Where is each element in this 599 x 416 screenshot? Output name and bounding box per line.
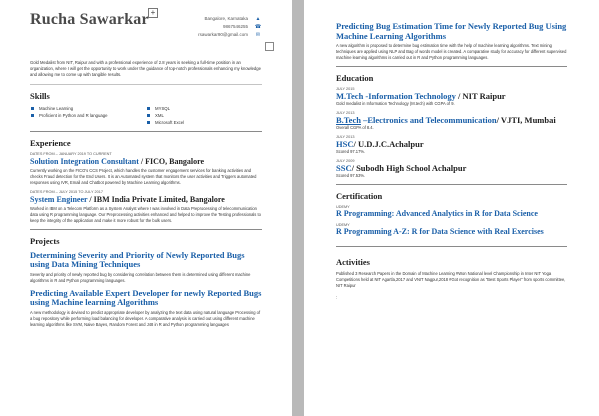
add-element-icon[interactable]: + xyxy=(148,8,158,18)
skill-item: MYSQL xyxy=(146,105,262,112)
skill-item: XML xyxy=(146,112,262,119)
education-date: JULY 2013 xyxy=(336,135,355,139)
skills-column-1 xyxy=(30,105,146,126)
divider xyxy=(30,229,262,230)
institution: / VJTI, Mumbai xyxy=(496,115,556,125)
institution: / Subodh High School Achalpur xyxy=(351,163,467,173)
contact-block xyxy=(198,15,262,39)
job-description: Worked in IBM on a Telecom Platform as a System Analyst where I was involved in Data Preprocessing of telecommunication data using R programming language. Our Preprocessing activities enhanced and helped to improve the Testing professionals to keep the integrity of the application and make it more robust for the bulk users. xyxy=(30,205,261,223)
job-org: / FICO, Bangalore xyxy=(138,156,205,166)
job-entry xyxy=(30,152,262,186)
checkbox-icon[interactable] xyxy=(265,42,274,51)
certification-provider: UDEMY xyxy=(336,222,350,227)
education-entry xyxy=(336,135,567,155)
email-icon: ✉ xyxy=(255,32,261,38)
job-role: Solution Integration Consultant xyxy=(30,156,139,166)
project-description: A new methodology is devised to predict appropriate developer by analyzing the text data using natural language Processing of a bug repository while performing load balancing for developer. A comparative analysis is carried out using different machine learning algorithms like SVM, Naive Bayes, Random Forest and J48 in R and Python programming languages xyxy=(30,309,261,327)
home-icon: ▲ xyxy=(255,16,261,22)
education-heading: Education xyxy=(336,73,374,83)
job-title xyxy=(30,195,262,204)
certification-title: R Programming: Advanced Analytics in R for Data Science xyxy=(336,209,538,218)
education-note: Scored 97.17%. xyxy=(336,149,366,154)
education-note: Scored 97.53%. xyxy=(336,173,366,178)
project-entry xyxy=(30,289,262,328)
education-entry xyxy=(336,159,567,179)
project-title: Determining Severity and Priority of Newly Reported Bugs using Data Mining Techniques xyxy=(30,249,245,270)
certification-heading: Certification xyxy=(336,191,383,201)
skill-item: Machine Learning xyxy=(30,105,146,112)
resume-page-1 xyxy=(0,0,292,416)
degree-field: –Electronics and Telecommunication xyxy=(360,115,497,125)
skill-item: Microsoft Excel xyxy=(146,119,262,126)
trailing-colon: : xyxy=(336,295,338,301)
phone-icon: ☎ xyxy=(254,24,262,30)
degree: B.Tech xyxy=(336,115,361,125)
phone-text: 9867546255 xyxy=(222,24,248,29)
contact-location xyxy=(198,15,262,23)
job-role: System Engineer xyxy=(30,194,88,204)
summary-text: Gold Medalist from NIT, Raipur and with a professional experience of 2.8 years is seeking a full-time position in an organization, where I will get the opportunity to work under the guidance of top-notch professionals enhancing my knowledge and allowing me to come up with tangible results. xyxy=(30,60,261,78)
job-dates: DATES FROM – JULY 2015 TO JULY 2017 xyxy=(30,189,103,194)
resume-page-2 xyxy=(304,0,599,416)
experience-heading: Experience xyxy=(30,137,71,148)
degree: HSC xyxy=(336,139,354,149)
candidate-name: Rucha Sawarkar xyxy=(30,11,149,28)
job-org: / IBM India Private Limited, Bangalore xyxy=(87,194,225,204)
education-date: JULY 2015 xyxy=(336,87,355,91)
activities-heading: Activities xyxy=(336,257,370,267)
contact-phone xyxy=(198,23,262,31)
project-entry xyxy=(336,22,567,61)
education-note: Gold medalist in Information Technology (M.tech) with CGPA of 9. xyxy=(336,101,455,106)
institution: / NIT Raipur xyxy=(455,91,506,101)
certification-entry xyxy=(336,223,567,237)
project-description: Severity and priority of newly reported bug by considering correlation between them is determined using different machine algorithms in R and Python programming languages. xyxy=(30,271,251,283)
job-entry xyxy=(30,190,262,224)
skills-heading: Skills xyxy=(30,90,50,101)
education-title xyxy=(336,139,567,149)
job-title xyxy=(30,157,262,166)
skills-list xyxy=(30,105,262,126)
education-title xyxy=(336,91,567,101)
divider xyxy=(30,131,262,132)
divider xyxy=(336,246,567,247)
contact-email xyxy=(198,31,262,39)
education-entry xyxy=(336,111,567,131)
education-date: JULY 2013 xyxy=(336,111,355,115)
certification-title: R Programming A-Z: R for Data Science with Real Exercises xyxy=(336,226,544,236)
activities-description: Published 3 Research Papers in the Domain of Machine Learning #Won National level Championship in Inter NIT Yoga Competitions held at NIT Agartla,2017 and VNIT Nagpur,2018 #Got recognition as "Best Sports Player" from sports committee, NIT Raipur xyxy=(336,271,566,288)
job-description: Currently working on the FICO's CCS Project, which handles the customer engagement services for banking activities and checks Fraud detection for the End Users. It is an Automated system that monitors the user activities and Triggers automated responses using IVR, Email and Chatbot powered by Machine Learning algorithms. xyxy=(30,167,257,185)
certification-provider: UDEMY xyxy=(336,205,350,209)
divider xyxy=(336,66,567,67)
skills-column-2 xyxy=(146,105,262,126)
skill-item: Proficient in Python and R language xyxy=(30,112,146,119)
project-title: Predicting Available Expert Developer for newly Reported Bugs using Machine learning Algorithms xyxy=(30,287,262,308)
divider xyxy=(336,184,567,185)
degree: SSC xyxy=(336,163,352,173)
education-note: Overall CGPA of 8.4. xyxy=(336,125,374,130)
education-entry xyxy=(336,87,567,107)
project-description: A new algorithm is proposed to determine bug estimation time with the help of machine learning algorithms. Text mining techniques are applied using NLP and Bag of words model is created. A comparative study for accuracy for different supervised machine learning algorithms is carried out in R and Python programming languages. xyxy=(336,43,567,60)
degree: M.Tech -Information Technology xyxy=(336,91,456,101)
institution: / U.D.J.C.Achalpur xyxy=(353,139,424,149)
projects-heading: Projects xyxy=(30,235,60,246)
resume-header xyxy=(30,8,262,52)
certification-entry xyxy=(336,205,567,219)
divider xyxy=(30,84,262,85)
project-title: Predicting Bug Estimation Time for Newly Reported Bug Using Machine Learning Algorithms xyxy=(336,21,567,41)
job-dates: DATES FROM – JANUARY 2019 TO CURRENT xyxy=(30,151,112,156)
email-text: rsawarkar90@gmail.com xyxy=(198,32,248,37)
education-date: JULY 2009 xyxy=(336,159,355,163)
education-title xyxy=(336,115,567,125)
location-text: Bangalore, Karnataka xyxy=(204,16,248,21)
education-title xyxy=(336,163,567,173)
project-entry xyxy=(30,251,262,284)
